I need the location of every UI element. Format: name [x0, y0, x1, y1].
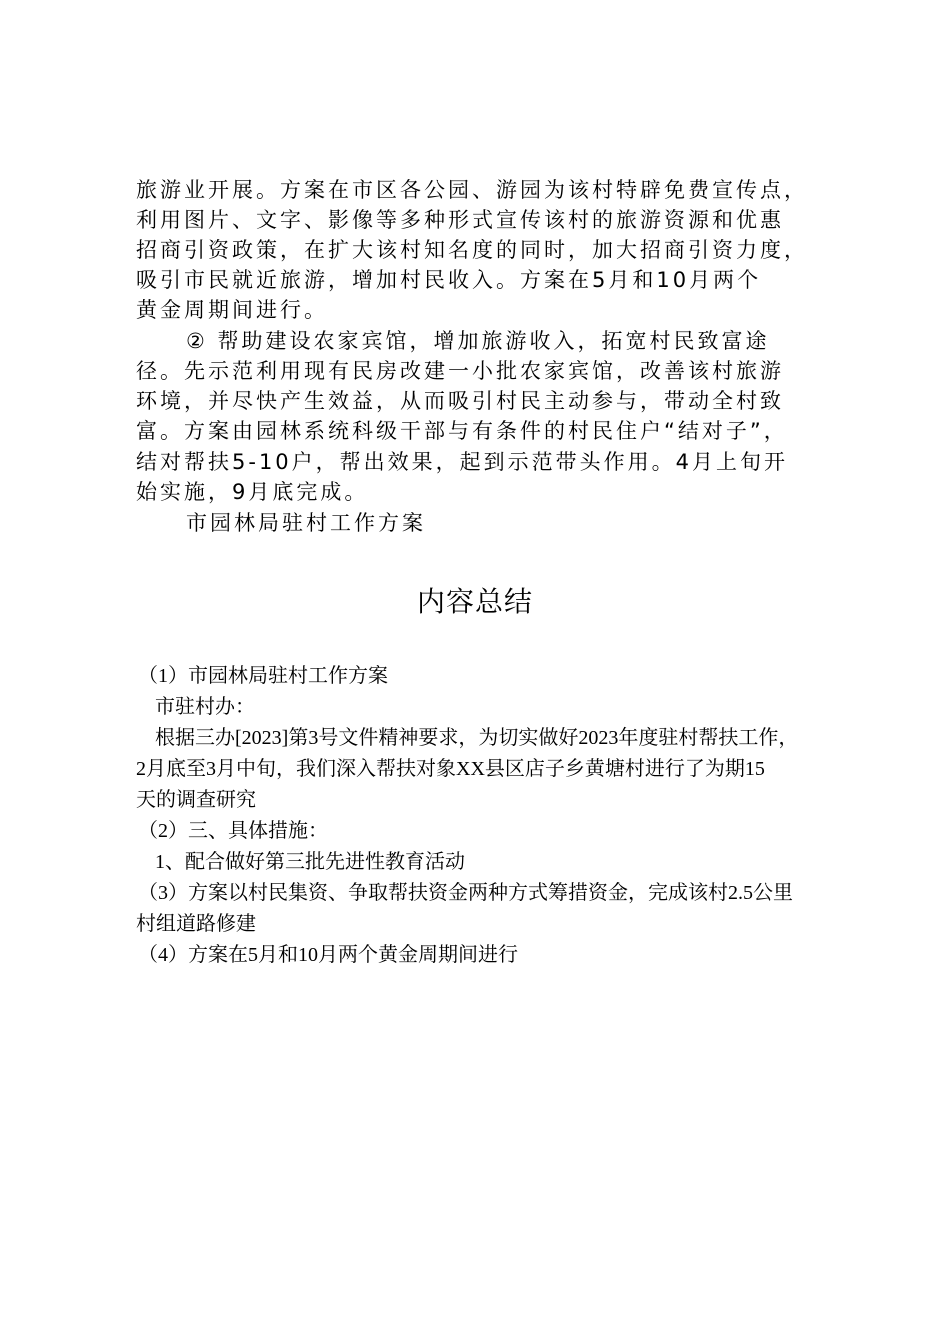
summary-line-1: （1）市园林局驻村工作方案 — [138, 665, 388, 687]
summary-line-3: 根据三办[2023]第3号文件精神要求，为切实做好2023年度驻村帮扶工作， — [155, 727, 799, 749]
body-line-11: 始实施，9月底完成。 — [136, 480, 369, 504]
body-line-5: 黄金周期间进行。 — [136, 298, 328, 322]
body-line-7: 径。先示范利用现有民房改建一小批农家宾馆，改善该村旅游 — [136, 359, 784, 383]
body-line-6: ② 帮助建设农家宾馆，增加旅游收入，拓宽村民致富途 — [186, 329, 770, 353]
body-line-3: 招商引资政策，在扩大该村知名度的同时，加大招商引资力度， — [136, 238, 808, 262]
body-line-12: 市园林局驻村工作方案 — [186, 511, 426, 535]
body-line-2: 利用图片、文字、影像等多种形式宣传该村的旅游资源和优惠 — [136, 208, 784, 232]
body-line-1: 旅游业开展。方案在市区各公园、游园为该村特辟免费宣传点， — [136, 178, 808, 202]
summary-line-2: 市驻村办： — [155, 696, 255, 718]
body-line-10: 结对帮扶5-10户，帮出效果，起到示范带头作用。4月上旬开 — [136, 450, 789, 474]
summary-line-5: 天的调查研究 — [136, 789, 256, 811]
body-line-9: 富。方案由园林系统科级干部与有条件的村民住户“结对子”， — [136, 419, 788, 443]
summary-line-7: 1、配合做好第三批先进性教育活动 — [155, 851, 465, 873]
body-line-4: 吸引市民就近旅游，增加村民收入。方案在5月和10月两个 — [136, 268, 762, 292]
summary-line-10: （4）方案在5月和10月两个黄金周期间进行 — [138, 944, 518, 966]
summary-title: 内容总结 — [416, 585, 533, 618]
summary-line-9: 村组道路修建 — [136, 913, 256, 935]
summary-line-8: （3）方案以村民集资、争取帮扶资金两种方式筹措资金，完成该村2.5公里 — [138, 882, 793, 904]
summary-line-6: （2）三、具体措施： — [138, 820, 328, 842]
body-line-8: 环境，并尽快产生效益，从而吸引村民主动参与，带动全村致 — [136, 389, 784, 413]
summary-line-4: 2月底至3月中旬，我们深入帮扶对象XX县区店子乡黄塘村进行了为期15 — [136, 758, 765, 780]
